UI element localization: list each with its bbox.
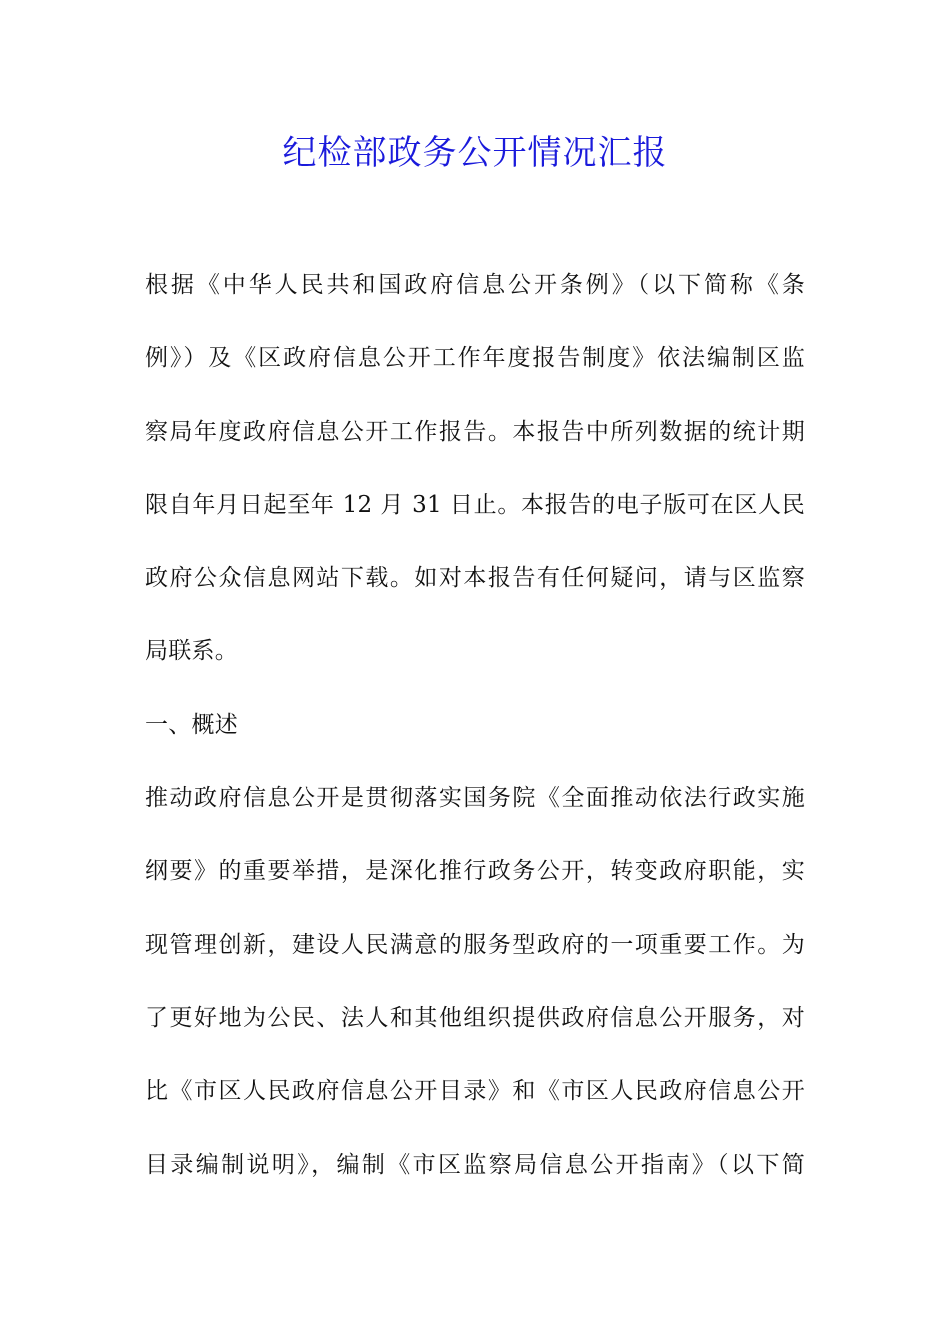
document-title: 纪检部政务公开情况汇报 [282, 133, 668, 173]
paragraph-line: 目录编制说明》，编制《市区监察局信息公开指南》（以下简 [145, 1151, 805, 1178]
paragraph-line: 例》）及《区政府信息公开工作年度报告制度》依法编制区监 [145, 345, 805, 372]
paragraph-line: 现管理创新，建设人民满意的服务型政府的一项重要工作。为 [145, 931, 805, 958]
paragraph-line: 纲要》的重要举措，是深化推行政务公开，转变政府职能，实 [145, 858, 805, 885]
paragraph-line: 比《市区人民政府信息公开目录》和《市区人民政府信息公开 [145, 1078, 805, 1105]
paragraph-line: 了更好地为公民、法人和其他组织提供政府信息公开服务，对 [145, 1004, 805, 1031]
paragraph-line: 限自年月日起至年 12 月 31 日止。本报告的电子版可在区人民 [145, 491, 805, 518]
paragraph-line: 推动政府信息公开是贯彻落实国务院《全面推动依法行政实施 [145, 785, 805, 812]
paragraph-line: 局联系。 [145, 638, 238, 665]
section-heading: 一、概述 [145, 711, 238, 738]
document-body [145, 260, 805, 1213]
paragraph-line: 政府公众信息网站下载。如对本报告有任何疑问，请与区监察 [145, 565, 805, 592]
paragraph-line: 根据《中华人民共和国政府信息公开条例》（以下简称《条 [145, 272, 805, 298]
paragraph-line: 察局年度政府信息公开工作报告。本报告中所列数据的统计期 [145, 418, 805, 445]
